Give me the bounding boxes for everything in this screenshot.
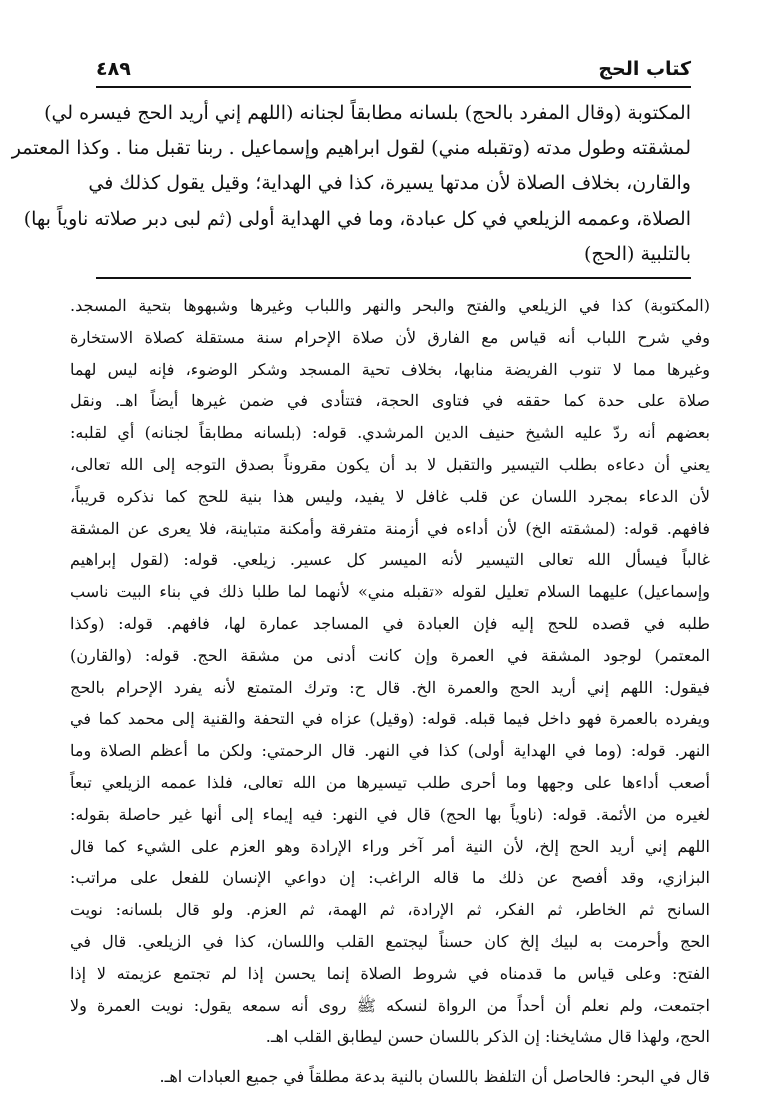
commentary-line: الحج وأحرمت به لبيك إلخ كان حسناً ليجتمع القلب واللسان، كذا في الزيلعي. قال في: [70, 931, 710, 951]
commentary-line: فافهم. قوله: (لمشقته الخ) لأن أداءه في أزمنة متفرقة وأمكنة متباينة، فلا يعرى عن المشقة: [70, 518, 710, 538]
main-text: [11, 96, 691, 272]
commentary-line: يعني أن دعاءه بطلب التيسير والتقبل لا بد أن يكون مقروناً بصدق التوجه إلى الله تعالى،: [70, 454, 711, 474]
running-header: [96, 52, 691, 88]
commentary-line: البزازي، وقد أفصح عن ذلك ما قاله الراغب: إن دواعي الإنسان للفعل على مراتب:: [70, 868, 710, 888]
commentary-line: فيقول: اللهم إني أريد الحج والعمرة الخ. قال ح: وترك المتمتع لأنه يفرد الإحرام بالحج: [70, 677, 710, 697]
commentary-text: [70, 290, 710, 1093]
commentary-line: غالباً فيسأل الله تعالى التيسير لأنه الميسر كل عسير. زيلعي. قوله: (لقول إبراهيم: [70, 550, 710, 570]
commentary-line: المعتمر) لوجود المشقة في العمرة وإن كانت أدنى من مشقة الحج. قوله: (والقارن): [70, 645, 710, 665]
commentary-line: وإسماعيل) عليهما السلام تعليل لقوله «تقبله مني» لأنهما لما طلبا ذلك في بناء البيت ناسب: [70, 582, 710, 602]
commentary-line: (المكتوبة) كذا في الزيلعي والفتح والبحر والنهر واللباب وغيرها وشبهوها بتحية المسجد.: [70, 296, 710, 315]
commentary-line: اجتمعت، ولم نعلم أن أحداً من الرواة لنسكه ﷺ روى أنه سمعه يقول: نويت العمرة ولا: [70, 995, 710, 1015]
commentary-line: الفتح: وعلى قياس ما قدمناه في شروط الصلاة إنما يحسن إذا لم تجتمع عزيمته لا إذا: [70, 963, 710, 983]
chapter-title: كتاب الحج: [598, 58, 691, 80]
commentary-line: طلبه في قصده للحج إليه فإن العبادة في المساجد عمارة لها، فافهم. قوله: (وكذا: [70, 613, 710, 633]
main-text-line: الصلاة، وعممه الزيلعي في كل عبادة، وما في الهداية أولى (ثم لبى دبر صلاته ناوياً بها): [23, 207, 691, 230]
commentary-line: قال في البحر: فالحاصل أن التلفظ باللسان بالنية بدعة مطلقاً في جميع العبادات اهـ.: [159, 1067, 710, 1087]
commentary-line: السانح ثم الخاطر، ثم الفكر، ثم الإرادة، ثم الهمة، ثم العزم. ولو قال بلسانه: نويت: [70, 900, 710, 920]
main-text-line: بالتلبية (الحج): [583, 242, 691, 265]
page-number: ٤٨٩: [96, 58, 131, 80]
commentary-line: أصعب أداءها على وجهها وما أحرى طلب تيسيرها من الله تعالى، فلذا عممه الزيلعي تبعاً: [70, 772, 711, 792]
main-text-line: لمشقته وطول مدته (وتقبله مني) لقول ابراهيم وإسماعيل . ربنا تقبل منا . وكذا المعتمر: [11, 137, 691, 160]
commentary-line: وغيرها مما لا تنوب الفريضة منابها، بخلاف تحية المسجد وشكر الوضوء، فإنه ليس لهما: [70, 359, 710, 379]
commentary-line: لأن الدعاء بمجرد اللسان عن قلب غافل لا يفيد، وليس هذا بنية للحج كما نذكره قريباً،: [70, 486, 710, 506]
commentary-line: وفي شرح اللباب أنه قياس مع الفارق لأن صلاة الإحرام سنة مستقلة كصلاة الاستخارة: [70, 327, 710, 347]
commentary-line: النهر. قوله: (وما في الهداية أولى) كذا في النهر. قال الرحمتي: ولكن ما أعظم الصلاة وما: [70, 741, 711, 761]
commentary-line: بعضهم أنه ردّ عليه الشيخ حنيف الدين المرشدي. قوله: (بلسانه مطابقاً لجنانه) أي لقلبه:: [70, 423, 710, 443]
main-text-line: المكتوبة (وقال المفرد بالحج) بلسانه مطابقاً لجنانه (اللهم إني أريد الحج فيسره لي): [44, 102, 691, 124]
commentary-line: لغيره من الأئمة. قوله: (ناوياً بها الحج) قال في النهر: فيه إيماء إلى أنها غير حاصلة بقوله:: [70, 804, 710, 824]
commentary-line: الحج، ولهذا قال مشايخنا: إن الذكر باللسان حسن ليطابق القلب اهـ.: [265, 1027, 710, 1047]
commentary-line: ويفرده بالعمرة فهو داخل فيما قبله. قوله: (وقيل) عزاه في التحفة والقنية إلى محمد كما في: [70, 709, 710, 729]
text-divider: [96, 277, 691, 279]
commentary-line: اللهم إني أريد الحج إلخ، لأن النية أمر آخر وراء الإرادة وهو العزم على الشيء كما قال: [70, 836, 710, 856]
commentary-line: صلاة على حدة كما حققه في فتاوى الحجة، فتتأدى في ضمن غيرها أيضاً اهـ. ونقل: [70, 391, 710, 411]
main-text-line: والقارن، بخلاف الصلاة لأن مدتها يسيرة، كذا في الهداية؛ وقيل يقول كذلك في: [88, 172, 691, 195]
